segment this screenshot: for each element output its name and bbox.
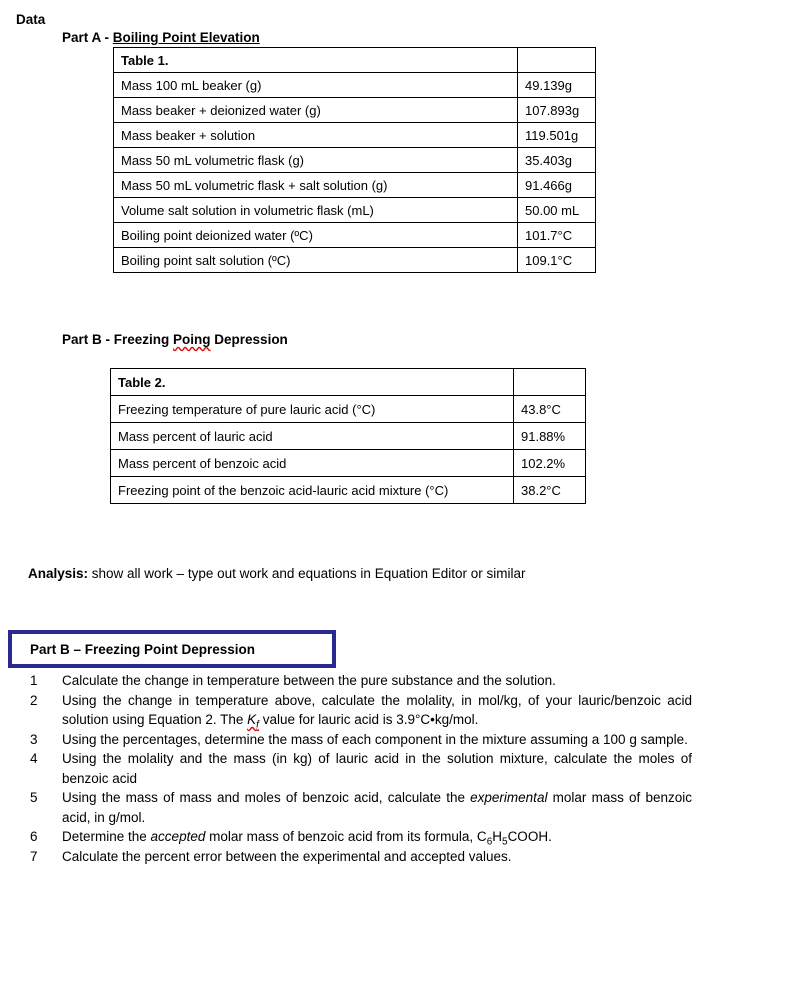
row-value: 43.8°C	[514, 396, 586, 423]
step-text	[62, 691, 692, 730]
row-label: Mass beaker + solution	[114, 123, 518, 148]
step-3	[30, 730, 692, 750]
table-2-title-empty-cell	[514, 369, 586, 396]
step-text-segment: molar mass of benzoic acid, in g/mol.	[62, 790, 692, 825]
part-a-heading	[62, 30, 260, 45]
step-number: 4	[30, 751, 38, 766]
table-row	[114, 198, 596, 223]
table-row	[114, 223, 596, 248]
emphasized-word: experimental	[470, 790, 548, 805]
step-text-segment: value for lauric acid is 3.9°C•kg/mol.	[258, 712, 479, 727]
row-value: 109.1°C	[518, 248, 596, 273]
step-text-segment: Using the molality and the mass (in kg) of lauric acid in the solution mixture, calculate the moles of benzoic acid	[62, 751, 692, 786]
step-text	[62, 788, 692, 827]
analysis-steps	[30, 671, 692, 866]
formula-segment: H	[492, 829, 502, 844]
kf-letter: K	[247, 712, 257, 727]
step-text-segment: Calculate the change in temperature between the pure substance and the solution.	[62, 673, 556, 688]
row-value: 101.7°C	[518, 223, 596, 248]
step-text	[62, 847, 692, 867]
step-text-segment: Determine the	[62, 829, 151, 844]
step-number: 6	[30, 829, 38, 844]
kf-subscript: f	[256, 719, 259, 731]
step-4	[30, 749, 692, 788]
table-row	[114, 73, 596, 98]
row-value: 91.466g	[518, 173, 596, 198]
formula-segment: COOH.	[507, 829, 552, 844]
step-text-segment: Using the change in temperature above, calculate the molality, in mol/kg, of your lauric/benzoic acid solution using Equation 2. The	[62, 692, 692, 727]
row-label: Boiling point deionized water (ºC)	[114, 223, 518, 248]
row-value: 50.00 mL	[518, 198, 596, 223]
table-row	[114, 148, 596, 173]
table-row	[111, 396, 586, 423]
part-b-section-box	[8, 630, 336, 668]
table-1-title: Table 1.	[114, 48, 518, 73]
row-label: Boiling point salt solution (ºC)	[114, 248, 518, 273]
step-text	[62, 671, 692, 691]
step-6	[30, 827, 692, 847]
row-label: Mass 50 mL volumetric flask + salt solution (g)	[114, 173, 518, 198]
formula-subscript: 5	[502, 836, 508, 848]
table-row	[111, 423, 586, 450]
data-heading: Data	[16, 12, 46, 27]
part-b-misspelled-word: Poing	[173, 332, 211, 347]
row-label: Mass 100 mL beaker (g)	[114, 73, 518, 98]
analysis-text: show all work – type out work and equations in Equation Editor or similar	[88, 566, 526, 581]
table-2-title-row	[111, 369, 586, 396]
table-row	[114, 248, 596, 273]
row-value: 49.139g	[518, 73, 596, 98]
step-text-segment: Using the mass of mass and moles of benzoic acid, calculate the	[62, 790, 471, 805]
step-text-segment: Using the percentages, determine the mass of each component in the mixture assuming a 100 g sample.	[62, 731, 688, 747]
step-2	[30, 691, 692, 730]
table-row	[114, 173, 596, 198]
row-label: Mass 50 mL volumetric flask (g)	[114, 148, 518, 173]
analysis-label: Analysis:	[28, 566, 89, 581]
step-number: 1	[30, 673, 38, 688]
row-label: Mass percent of lauric acid	[111, 423, 514, 450]
row-value: 38.2°C	[514, 477, 586, 504]
part-a-prefix: Part A -	[62, 30, 113, 45]
analysis-instruction	[28, 566, 526, 581]
emphasized-word: accepted	[150, 829, 206, 844]
table-2-title: Table 2.	[111, 369, 514, 396]
row-value: 102.2%	[514, 450, 586, 477]
kf-constant-symbol	[247, 712, 259, 731]
step-text-segment: molar mass of benzoic acid from its formula, C	[205, 829, 487, 844]
step-text	[62, 730, 692, 750]
table-1	[113, 47, 596, 273]
part-b-prefix: Part B - Freezing	[62, 332, 174, 347]
part-b-suffix: Depression	[210, 332, 288, 347]
row-value: 107.893g	[518, 98, 596, 123]
table-1-title-empty-cell	[518, 48, 596, 73]
table-row	[111, 477, 586, 504]
row-label: Volume salt solution in volumetric flask (mL)	[114, 198, 518, 223]
table-row	[114, 98, 596, 123]
step-text-segment: Calculate the percent error between the experimental and accepted values.	[62, 848, 512, 864]
part-a-title-underlined: Boiling Point Elevation	[112, 30, 260, 45]
row-label: Mass percent of benzoic acid	[111, 450, 514, 477]
table-row	[114, 123, 596, 148]
step-text	[62, 827, 692, 847]
step-text	[62, 749, 692, 788]
row-value: 119.501g	[518, 123, 596, 148]
part-b-heading	[62, 332, 288, 347]
row-label: Freezing temperature of pure lauric acid (°C)	[111, 396, 514, 423]
table-1-title-row	[114, 48, 596, 73]
row-label: Mass beaker + deionized water (g)	[114, 98, 518, 123]
table-row	[111, 450, 586, 477]
part-b-section-title: Part B – Freezing Point Depression	[30, 641, 256, 657]
row-value: 91.88%	[514, 423, 586, 450]
step-number: 3	[30, 731, 38, 747]
row-value: 35.403g	[518, 148, 596, 173]
step-7	[30, 847, 692, 867]
step-number: 7	[30, 848, 38, 864]
step-number: 5	[30, 790, 38, 805]
step-number: 2	[30, 692, 38, 708]
row-label: Freezing point of the benzoic acid-lauric acid mixture (°C)	[111, 477, 514, 504]
step-1	[30, 671, 692, 691]
formula-subscript: 6	[486, 836, 493, 848]
table-2	[110, 368, 586, 504]
step-5	[30, 788, 692, 827]
